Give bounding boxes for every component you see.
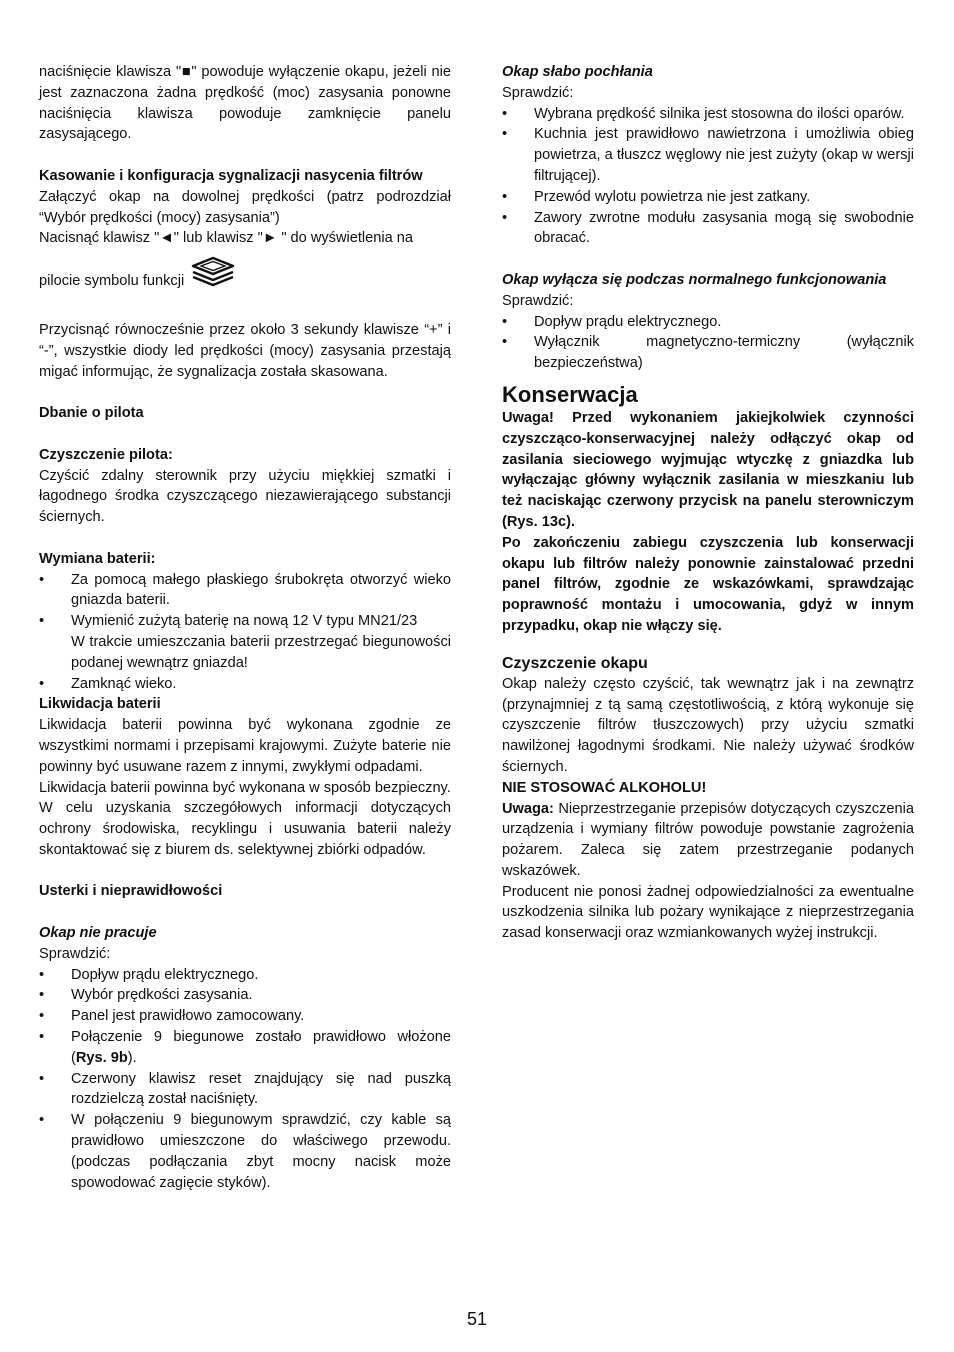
note-text: Nieprzestrzeganie przepisów dotyczących czyszczenia urządzenia i wymiany filtrów powoduje powstanie zagrożenia pożarem. Zaleca się zatem przestrzeganie podanych wskazówek.: [502, 800, 914, 879]
disposal-text-1: Likwidacja baterii powinna być wykonana zgodnie ze wszystkimi normami i przepisami krajowymi. Zużyte baterie nie powinny być usuwane razem z innymi, zwykłymi odpadami.: [39, 717, 451, 775]
cleaning-text: Okap należy często czyścić, tak wewnątrz jak i na zewnątrz (przynajmniej z tą samą częstotliwością, z którą wykonuje się czyszczenie filtrów tłuszczowych) przy użyciu szmatki nawilżonej łagodnymi środkami. Nie należy używać środków ściernych.: [502, 675, 914, 775]
maintenance-warning-1: Uwaga! Przed wykonaniem jakiejkolwiek czynności czyszcząco-konserwacyjnej należy odłączyć okap od zasilania sieciowego wyjmując wtyczkę z gniazdka lub wyłączając główny wyłącznik zasilania w mieszkaniu lub też naciskając czerwony przycisk na panelu sterowniczym (Rys. 13c).: [502, 409, 914, 530]
list-item: • Panel jest prawidłowo zamocowany.: [39, 1008, 305, 1025]
check-label: Sprawdzić:: [502, 84, 574, 101]
filter-reset-heading: Kasowanie i konfiguracja sygnalizacji nasycenia filtrów: [39, 167, 423, 184]
not-working-heading: Okap nie pracuje: [39, 925, 157, 942]
maintenance-warning-2: Po zakończeniu zabiegu czyszczenia lub konserwacji okapu lub filtrów należy ponownie zainstalować przedni panel filtrów, zgodnie ze wskazówkami, sprawdzając poprawność montażu i umocowania, gdyż w innym przypadku, okap nie włączy się.: [502, 534, 914, 634]
shutdown-heading: Okap wyłącza się podczas normalnego funkcjonowania: [502, 271, 887, 288]
remote-clean-text: Czyścić zdalny sterownik przy użyciu miękkiej szmatki i łagodnego środka czyszczącego niezawierającego substancji ściernych.: [39, 467, 451, 526]
filter-reset-step4: Przycisnąć równocześnie przez około 3 sekundy klawisze “+” i “-”, wszystkie diody led prędkości (mocy) zasysania przestają migać informując, że sygnalizacja została skasowana.: [39, 321, 451, 380]
not-working-list: [39, 965, 451, 1194]
disposal-heading: Likwidacja baterii: [39, 696, 161, 713]
battery-polarity-note: W trakcie umieszczania baterii przestrzegać biegunowości podanej wewnątrz gniazda!: [71, 633, 451, 671]
list-item: • Dopływ prądu elektrycznego.: [502, 313, 722, 330]
list-item: • Kuchnia jest prawidłowo nawietrzona i umożliwia obieg powietrza, a tłuszcz węglowy nie jest zużyty (okap w wersji filtrującej).: [502, 126, 914, 184]
liability-text: Producent nie ponosi żadnej odpowiedzialności za ewentualne uszkodzenia silnika lub pożary wynikające z nieprzestrzegania zasad konserwacji oraz wzmiankowanych wyżej instrukcji.: [502, 883, 914, 942]
weak-suction-list: [502, 104, 914, 250]
filter-reset-step2: Nacisnąć klawisz "◄" lub klawisz "► " do wyświetlenia na: [39, 230, 414, 247]
figure-ref: Rys. 9b: [75, 1049, 128, 1066]
no-alcohol-warning: NIE STOSOWAĆ ALKOHOLU!: [502, 779, 707, 796]
list-item: • Czerwony klawisz reset znajdujący się nad puszką rozdzielczą został naciśnięty.: [39, 1070, 451, 1108]
faults-heading: Usterki i nieprawidłowości: [39, 883, 223, 900]
note-label: Uwaga:: [502, 800, 554, 817]
disposal-text-2: Likwidacja baterii powinna być wykonana w sposób bezpieczny.: [39, 779, 451, 796]
filter-reset-step3: [39, 253, 451, 299]
left-column: [39, 62, 451, 1193]
battery-heading: Wymiana baterii:: [39, 550, 156, 567]
list-item: • Przewód wylotu powietrza nie jest zatkany.: [502, 188, 811, 205]
weak-suction-heading: Okap słabo pochłania: [502, 64, 653, 80]
shutdown-list: [502, 312, 914, 374]
filter-reset-step1: Załączyć okap na dowolnej prędkości (patrz podrozdział “Wybór prędkości (mocy) zasysania”): [39, 188, 451, 226]
disposal-text-3: W celu uzyskania szczegółowych informacji dotyczących ochrony środowiska, recyklingu i usuwania baterii należy skontaktować się z biurem ds. selektywnej zbiórki odpadów.: [39, 800, 451, 858]
list-item: • Za pomocą małego płaskiego śrubokręta otworzyć wieko gniazda baterii.: [39, 571, 451, 609]
intro-paragraph: naciśnięcie klawisza "■" powoduje wyłączenie okapu, jeżeli nie jest zaznaczona żadna prędkość (moc) zasysania ponowne naciśnięcia klawisza powoduje zamknięcie panelu zasysającego.: [39, 64, 451, 143]
list-item: • Wybór prędkości zasysania.: [39, 987, 253, 1004]
list-item: • Wyłącznik magnetyczno-termiczny (wyłącznik bezpieczeństwa): [502, 334, 914, 372]
list-item: • W połączeniu 9 biegunowym sprawdzić, czy kable są prawidłowo umieszczone do właściwego przewodu. (podczas podłączania zbyt mocny nacisk może spowodować zagięcie styków).: [39, 1112, 451, 1191]
fire-risk-note: [502, 799, 914, 882]
remote-care-heading: Dbanie o pilota: [39, 405, 144, 422]
list-item: • Zawory zwrotne modułu zasysania mogą się swobodnie obracać.: [502, 209, 914, 247]
list-item: • Zamknąć wieko.: [39, 675, 177, 692]
right-column: [502, 62, 914, 944]
battery-list: [39, 570, 451, 695]
list-item: • Wymienić zużytą baterię na nową 12 V typu MN21/23 W trakcie umieszczania baterii przestrzegać biegunowości podanej wewnątrz gniazda!: [39, 613, 451, 671]
list-item: • Dopływ prądu elektrycznego.: [39, 966, 259, 983]
list-item: • Wybrana prędkość silnika jest stosowna do ilości oparów.: [502, 105, 905, 122]
check-label: Sprawdzić:: [39, 945, 111, 962]
page-number: 51: [466, 1309, 488, 1329]
filter-layers-icon: [190, 253, 236, 299]
cleaning-title: Czyszczenie okapu: [502, 654, 648, 672]
filter-reset-step3-text: pilocie symbolu funkcji: [39, 273, 185, 290]
remote-clean-heading: Czyszczenie pilota:: [39, 446, 173, 463]
maintenance-title: Konserwacja: [502, 381, 638, 407]
check-label: Sprawdzić:: [502, 292, 574, 309]
list-item: • Połączenie 9 biegunowe zostało prawidłowo włożone (Rys. 9b).: [39, 1029, 451, 1066]
